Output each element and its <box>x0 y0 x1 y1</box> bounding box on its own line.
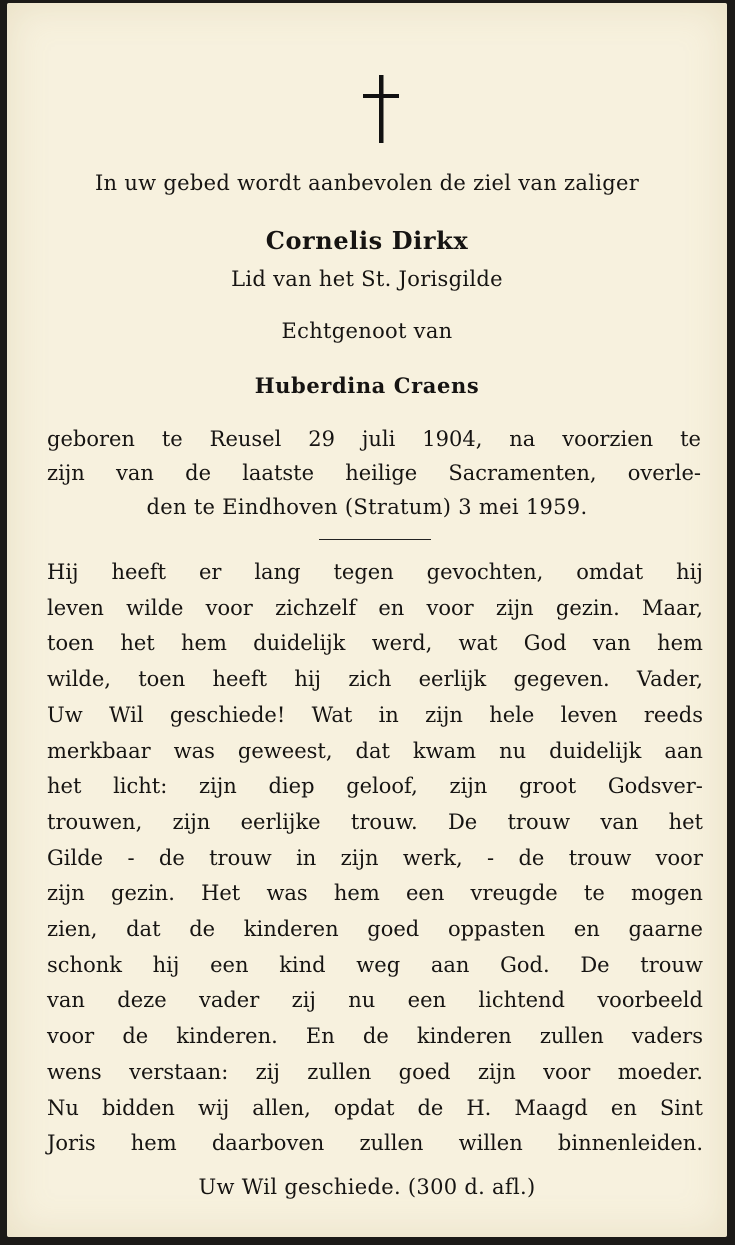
body-line: van deze vader zij nu een lichtend voorbeeld <box>47 988 703 1013</box>
body-line: wilde, toen heeft hij zich eerlijk gegeven. Vader, <box>47 667 703 692</box>
body-line: Uw Wil geschiede! Wat in zijn hele leven reeds <box>47 702 703 727</box>
details-line: geboren te Reusel 29 juli 1904, na voorzien te <box>47 427 701 451</box>
body-line: Hij heeft er lang tegen gevochten, omdat hij <box>47 560 703 584</box>
body-line: Gilde - de trouw in zijn werk, - de trouw voor <box>47 845 703 870</box>
body-line: voor de kinderen. En de kinderen zullen vaders <box>47 1024 703 1049</box>
body-line: Nu bidden wij allen, opdat de H. Maagd en Sint <box>47 1095 703 1120</box>
body-line: zijn gezin. Het was hem een vreugde te mogen <box>47 881 703 906</box>
closing-line: Uw Wil geschiede. (300 d. afl.) <box>198 1175 536 1199</box>
intro-line: In uw gebed wordt aanbevolen de ziel van zaliger <box>94 171 640 195</box>
body-line: wens verstaan: zij zullen goed zijn voor moeder. <box>47 1059 703 1084</box>
body-line: het licht: zijn diep geloof, zijn groot Godsver- <box>47 774 703 799</box>
body-line: Joris hem daarboven zullen willen binnenleiden. <box>47 1131 703 1156</box>
cross-icon <box>363 75 399 143</box>
details-line: zijn van de laatste heilige Sacramenten, overle- <box>47 461 701 485</box>
body-line: schonk hij een kind weg aan God. De trouw <box>47 952 703 977</box>
memorial-card <box>7 3 727 1237</box>
body-line: zien, dat de kinderen goed oppasten en gaarne <box>47 917 703 941</box>
body-line: merkbaar was geweest, dat kwam nu duidelijk aan <box>47 738 703 763</box>
details-line: den te Eindhoven (Stratum) 3 mei 1959. <box>146 495 588 519</box>
body-line: leven wilde voor zichzelf en voor zijn gezin. Maar, <box>47 595 703 620</box>
deceased-name: Cornelis Dirkx <box>265 226 469 255</box>
spouse-name: Huberdina Craens <box>254 373 480 398</box>
body-line: trouwen, zijn eerlijke trouw. De trouw van het <box>47 809 703 834</box>
divider-rule <box>319 539 431 540</box>
spouse-label: Echtgenoot van <box>281 319 453 343</box>
body-line: toen het hem duidelijk werd, wat God van hem <box>47 631 703 656</box>
membership-line: Lid van het St. Jorisgilde <box>231 267 503 291</box>
